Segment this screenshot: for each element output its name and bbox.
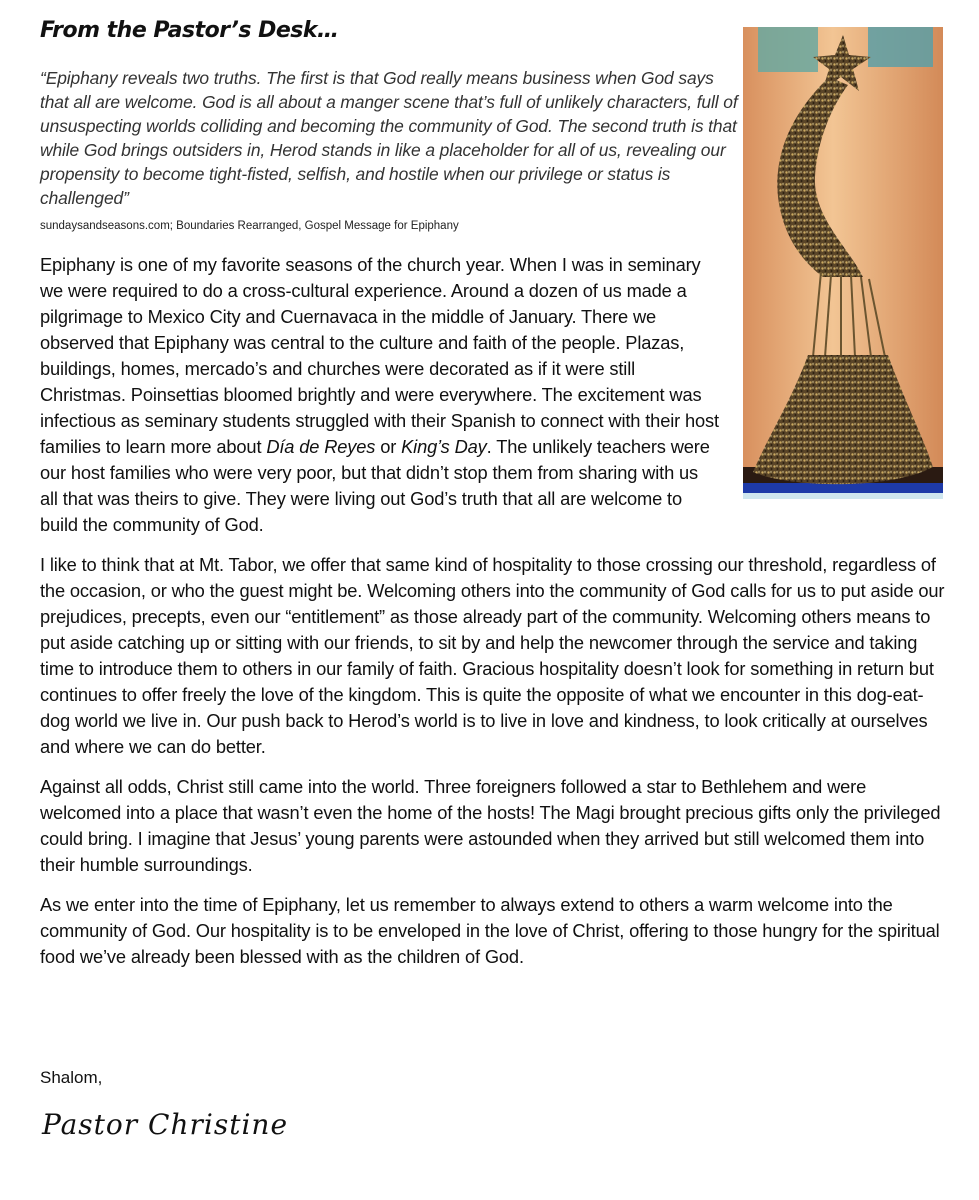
quote-text: “Epiphany reveals two truths. The first is that God really means business when God says that all are welcome. God is all about a manger scene that’s full of unlikely characters, full of unsuspecting worlds colliding and becoming the community of God. The second truth is that while God brings outsiders in, Herod stands in like a placeholder for all of us, revealing our propensity to become tight-fisted, selfish, and hostile when our privilege or status is challenged”: [40, 68, 738, 208]
image-wrap-spacer: [720, 252, 945, 500]
page-title: From the Pastor’s Desk…: [40, 18, 339, 43]
salutation: Shalom,: [40, 1068, 103, 1087]
dia-de-reyes-emphasis: Día de Reyes: [266, 436, 376, 457]
epigraph-quote: [40, 66, 740, 210]
paragraph-4: As we enter into the time of Epiphany, let us remember to always extend to others a warm welcome into the community of God. Our hospitality is to be enveloped in the love of Christ, offering to those hungry for the spiritual food we’ve already been blessed with as the children of God.: [40, 894, 940, 967]
letter-body: [40, 252, 945, 984]
paragraph-1-text-a: Epiphany is one of my favorite seasons of the church year. When I was in seminary we were required to do a cross-cultural experience. Around a dozen of us made a pilgrimage to Mexico City and Cuernavaca in the middle of January. There we observed that Epiphany was central to the culture and faith of the people. Plazas, buildings, homes, mercado’s and churches were decorated as if it were still Christmas. Poinsettias bloomed brightly and were everywhere. The excitement was infectious as seminary students struggled with their Spanish to connect with their host families to learn more about: [40, 254, 719, 457]
paragraph-1-text-b: or: [375, 436, 402, 457]
signature: Pastor Christine: [42, 1108, 289, 1141]
paragraph-1-text-c: . The unlikely teachers were our host families who were very poor, but that didn’t stop them from sharing with us all that was theirs to give. They were living out God’s truth that all are welcome to build the community of God.: [40, 436, 710, 535]
paragraph-2: I like to think that at Mt. Tabor, we offer that same kind of hospitality to those crossing our threshold, regardless of the occasion, or who the guest might be. Welcoming others into the community of God calls for us to put aside our prejudices, precepts, even our “entitlement” as those already part of the community. Welcoming others means to put aside catching up or sitting with our friends, to sit by and help the newcomer through the service and taking time to introduce them to others in our family of faith. Gracious hospitality doesn’t look for something in return but continues to offer freely the love of the kingdom. This is quite the opposite of what we encounter in this dog-eat-dog world we live in. Our push back to Herod’s world is to live in love and kindness, to look critically at ourselves and where we can do better.: [40, 554, 945, 757]
paragraph-3: Against all odds, Christ still came into the world. Three foreigners followed a star to Bethlehem and were welcomed into a place that wasn’t even the home of the hosts! The Magi brought precious gifts only the privileged could bring. I imagine that Jesus’ young parents were astounded when they arrived but still welcomed them into their humble surroundings.: [40, 776, 941, 875]
kings-day-emphasis: King’s Day: [401, 436, 487, 457]
quote-source: sundaysandseasons.com; Boundaries Rearranged, Gospel Message for Epiphany: [40, 220, 459, 232]
